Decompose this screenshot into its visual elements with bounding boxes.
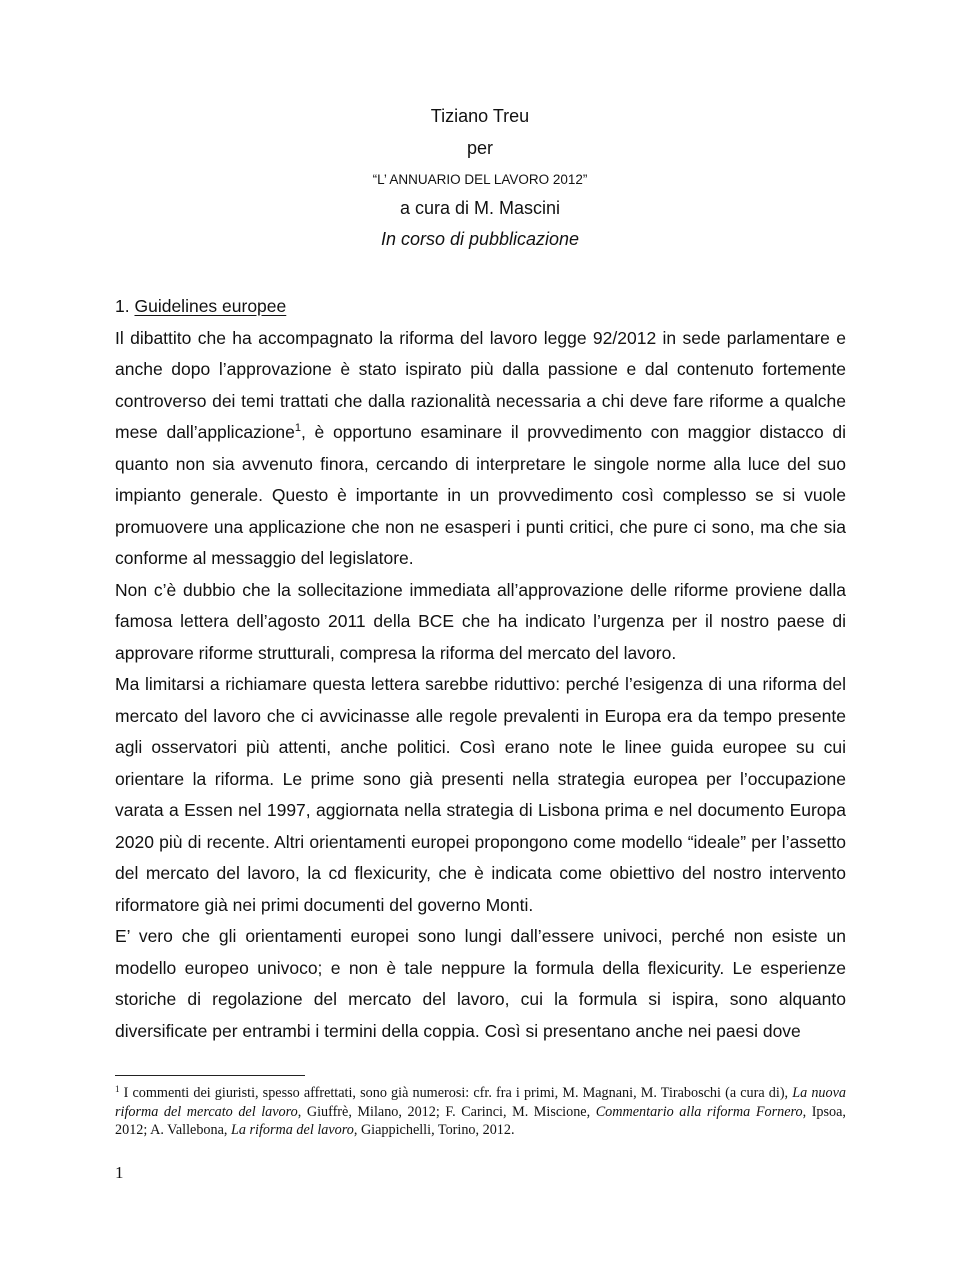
footnote-text-3: , Ipsoa, 2012; A. Vallebona, bbox=[115, 1103, 846, 1139]
paragraph-2: Non c’è dubbio che la sollecitazione immediata all’approvazione delle riforme proviene dalla famosa lettera dell’agosto 2011 della BCE che ha indicato l’urgenza per il nostro paese di approvare riforme strutturali, compresa la riforma del mercato del lavoro. bbox=[115, 579, 846, 663]
section-number: 1. bbox=[115, 296, 130, 316]
page-number: 1 bbox=[115, 1163, 124, 1182]
publication-title: “L’ ANNUARIO DEL LAVORO 2012” bbox=[372, 172, 588, 187]
section-heading bbox=[115, 291, 846, 323]
author-name: Tiziano Treu bbox=[430, 106, 530, 126]
footnote-book-title-1: La nuova riforma del mercato del lavoro bbox=[115, 1085, 847, 1120]
editor-line: a cura di M. Mascini bbox=[399, 198, 561, 218]
paragraph-4: E’ vero che gli orientamenti europei sono lungi dall’essere univoci, perché non esiste un modello europeo univoco; e non è tale neppure la formula della flexicurity. Le esperienze storiche di regolazione del mercato del lavoro, cui la formula si ispira, sono alquanto diversificate per entrambi i termini della coppia. Così si presentano anche nei paesi dove bbox=[115, 926, 846, 1041]
footnote-divider bbox=[115, 1075, 305, 1076]
paragraph-3: Ma limitarsi a richiamare questa lettera sarebbe riduttivo: perché l’esigenza di una riforma del mercato del lavoro che ci avvicinasse alle regole prevalenti in Europa era da tempo presente agli osservatori più attenti, anche politici. Così erano note le linee guida europee su cui orientare la riforma. Le prime sono già presenti nella strategia europea per l’occupazione varata a Essen nel 1997, aggiornata nella strategia di Lisbona prima e nel documento Europa 2020 più di recente. Altri orientamenti europei propongono come modello “ideale” per l’assetto del mercato del lavoro, la cd flexicurity, che è indicata come obiettivo del nostro intervento riformatore già nei primi documenti del governo Monti. bbox=[115, 674, 846, 915]
section-title: Guidelines europee bbox=[134, 296, 287, 316]
footnote-marker: 1 bbox=[115, 1084, 120, 1094]
footnote-reference: 1 bbox=[294, 422, 302, 434]
footnote-text-1: I commenti dei giuristi, spesso affrettati, sono già numerosi: cfr. fra i primi, M. Magnani, M. Tiraboschi (a cura di), bbox=[119, 1085, 793, 1101]
header-per: per bbox=[466, 138, 493, 158]
footnote-text-2: , Giuffrè, Milano, 2012; F. Carinci, M. Miscione, bbox=[297, 1103, 596, 1120]
paragraph-1 bbox=[115, 323, 846, 575]
publication-status: In corso di pubblicazione bbox=[380, 229, 580, 249]
footnote-book-title-3: La riforma del lavoro bbox=[231, 1122, 354, 1139]
document-body bbox=[115, 291, 846, 1047]
footnote-book-title-2: Commentario alla riforma Fornero bbox=[595, 1103, 803, 1120]
paragraph-1-text-b: , è opportuno esaminare il provvedimento con maggior distacco di quanto non sia avvenuto finora, cercando di interpretare le singole norme alla luce del suo impianto generale. Questo è importante in un provvedimento così complesso se si vuole promuovere una applicazione che non ne esasperi i punti critici, che pure ci sono, ma che sia conforme al messaggio del legislatore. bbox=[115, 422, 846, 568]
footnote-text-4: , Giappichelli, Torino, 2012. bbox=[353, 1122, 515, 1139]
footnote bbox=[115, 1084, 846, 1140]
paragraph-1-text-a: Il dibattito che ha accompagnato la riforma del lavoro legge 92/2012 in sede parlamentare e anche dopo l’approvazione è stato ispirato più dalla passione e dal contenuto fortemente controverso dei temi trattati che dalla razionalità necessaria a chi deve fare riforme a qualche mese dall’applicazione bbox=[115, 327, 846, 442]
